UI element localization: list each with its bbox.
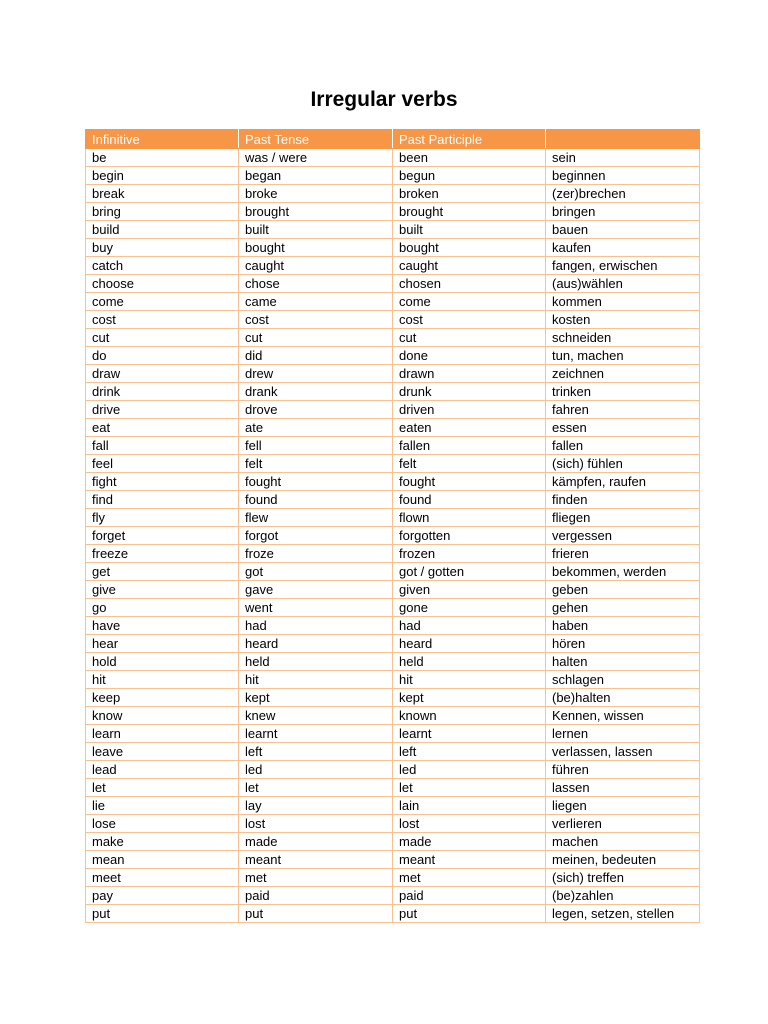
cell-infinitive: fall	[86, 437, 239, 455]
cell-infinitive: hit	[86, 671, 239, 689]
cell-past-participle: lain	[393, 797, 546, 815]
cell-past-tense: lay	[239, 797, 393, 815]
irregular-verbs-table	[85, 129, 700, 923]
cell-past-tense: heard	[239, 635, 393, 653]
cell-past-participle: begun	[393, 167, 546, 185]
cell-past-participle: caught	[393, 257, 546, 275]
cell-past-participle: let	[393, 779, 546, 797]
cell-infinitive: eat	[86, 419, 239, 437]
cell-past-tense: fell	[239, 437, 393, 455]
cell-past-participle: felt	[393, 455, 546, 473]
cell-infinitive: feel	[86, 455, 239, 473]
cell-translation: (sich) fühlen	[546, 455, 700, 473]
cell-infinitive: get	[86, 563, 239, 581]
cell-translation: liegen	[546, 797, 700, 815]
cell-past-tense: broke	[239, 185, 393, 203]
cell-past-participle: cost	[393, 311, 546, 329]
cell-past-participle: fought	[393, 473, 546, 491]
cell-past-tense: met	[239, 869, 393, 887]
table-row	[86, 797, 700, 815]
page-title: Irregular verbs	[310, 88, 458, 111]
cell-infinitive: freeze	[86, 545, 239, 563]
cell-past-participle: meant	[393, 851, 546, 869]
cell-past-tense: bought	[239, 239, 393, 257]
header-infinitive: Infinitive	[86, 130, 239, 149]
cell-past-participle: chosen	[393, 275, 546, 293]
cell-past-tense: left	[239, 743, 393, 761]
cell-past-tense: drove	[239, 401, 393, 419]
cell-infinitive: bring	[86, 203, 239, 221]
cell-infinitive: have	[86, 617, 239, 635]
table-row	[86, 545, 700, 563]
table-row	[86, 437, 700, 455]
cell-translation: bringen	[546, 203, 700, 221]
table-row	[86, 509, 700, 527]
cell-translation: trinken	[546, 383, 700, 401]
cell-translation: schlagen	[546, 671, 700, 689]
cell-past-tense: ate	[239, 419, 393, 437]
table-row	[86, 761, 700, 779]
cell-past-participle: met	[393, 869, 546, 887]
table-row	[86, 257, 700, 275]
cell-infinitive: be	[86, 149, 239, 167]
table-row	[86, 905, 700, 923]
cell-past-participle: found	[393, 491, 546, 509]
cell-infinitive: build	[86, 221, 239, 239]
cell-translation: haben	[546, 617, 700, 635]
table-row	[86, 581, 700, 599]
cell-infinitive: let	[86, 779, 239, 797]
cell-translation: bekommen, werden	[546, 563, 700, 581]
cell-past-participle: held	[393, 653, 546, 671]
cell-infinitive: fight	[86, 473, 239, 491]
cell-translation: fallen	[546, 437, 700, 455]
table-row	[86, 725, 700, 743]
table-row	[86, 473, 700, 491]
table-row	[86, 239, 700, 257]
cell-infinitive: catch	[86, 257, 239, 275]
table-row	[86, 779, 700, 797]
header-translation	[546, 130, 700, 149]
cell-translation: (zer)brechen	[546, 185, 700, 203]
cell-past-participle: learnt	[393, 725, 546, 743]
table-header-row	[86, 130, 700, 149]
cell-past-tense: learnt	[239, 725, 393, 743]
cell-past-participle: lost	[393, 815, 546, 833]
cell-past-tense: cut	[239, 329, 393, 347]
cell-past-tense: flew	[239, 509, 393, 527]
cell-past-tense: chose	[239, 275, 393, 293]
cell-translation: fahren	[546, 401, 700, 419]
cell-past-participle: heard	[393, 635, 546, 653]
cell-past-tense: let	[239, 779, 393, 797]
table-row	[86, 815, 700, 833]
cell-past-participle: made	[393, 833, 546, 851]
cell-past-participle: drunk	[393, 383, 546, 401]
table-row	[86, 689, 700, 707]
table-row	[86, 833, 700, 851]
cell-translation: machen	[546, 833, 700, 851]
cell-past-tense: felt	[239, 455, 393, 473]
cell-past-tense: caught	[239, 257, 393, 275]
cell-past-participle: been	[393, 149, 546, 167]
cell-infinitive: forget	[86, 527, 239, 545]
cell-past-tense: got	[239, 563, 393, 581]
table-row	[86, 365, 700, 383]
table-body	[86, 149, 700, 923]
table-row	[86, 167, 700, 185]
cell-translation: legen, setzen, stellen	[546, 905, 700, 923]
cell-infinitive: drink	[86, 383, 239, 401]
cell-past-tense: knew	[239, 707, 393, 725]
cell-past-participle: driven	[393, 401, 546, 419]
cell-translation: frieren	[546, 545, 700, 563]
cell-past-tense: led	[239, 761, 393, 779]
cell-past-tense: was / were	[239, 149, 393, 167]
cell-infinitive: do	[86, 347, 239, 365]
cell-past-participle: come	[393, 293, 546, 311]
table-row	[86, 653, 700, 671]
table-row	[86, 617, 700, 635]
cell-past-participle: left	[393, 743, 546, 761]
table-row	[86, 707, 700, 725]
cell-infinitive: meet	[86, 869, 239, 887]
table-row	[86, 383, 700, 401]
cell-past-tense: put	[239, 905, 393, 923]
cell-past-participle: got / gotten	[393, 563, 546, 581]
cell-translation: fliegen	[546, 509, 700, 527]
cell-past-participle: done	[393, 347, 546, 365]
table-row	[86, 635, 700, 653]
table-row	[86, 671, 700, 689]
cell-past-tense: froze	[239, 545, 393, 563]
cell-infinitive: lie	[86, 797, 239, 815]
table-row	[86, 347, 700, 365]
cell-past-tense: came	[239, 293, 393, 311]
cell-past-participle: fallen	[393, 437, 546, 455]
cell-infinitive: break	[86, 185, 239, 203]
cell-past-tense: had	[239, 617, 393, 635]
cell-past-tense: cost	[239, 311, 393, 329]
cell-translation: kosten	[546, 311, 700, 329]
table-row	[86, 851, 700, 869]
table-row	[86, 491, 700, 509]
cell-past-participle: given	[393, 581, 546, 599]
cell-past-participle: drawn	[393, 365, 546, 383]
cell-infinitive: lose	[86, 815, 239, 833]
cell-translation: schneiden	[546, 329, 700, 347]
table-row	[86, 185, 700, 203]
cell-past-tense: held	[239, 653, 393, 671]
cell-infinitive: find	[86, 491, 239, 509]
cell-infinitive: learn	[86, 725, 239, 743]
cell-past-participle: paid	[393, 887, 546, 905]
cell-past-tense: kept	[239, 689, 393, 707]
cell-past-participle: hit	[393, 671, 546, 689]
cell-translation: zeichnen	[546, 365, 700, 383]
cell-translation: lernen	[546, 725, 700, 743]
cell-infinitive: choose	[86, 275, 239, 293]
cell-past-tense: began	[239, 167, 393, 185]
cell-infinitive: know	[86, 707, 239, 725]
cell-past-tense: did	[239, 347, 393, 365]
cell-past-participle: flown	[393, 509, 546, 527]
cell-past-tense: fought	[239, 473, 393, 491]
cell-translation: lassen	[546, 779, 700, 797]
cell-past-tense: went	[239, 599, 393, 617]
cell-translation: halten	[546, 653, 700, 671]
table-row	[86, 599, 700, 617]
cell-past-participle: broken	[393, 185, 546, 203]
table-row	[86, 149, 700, 167]
table-row	[86, 203, 700, 221]
cell-past-tense: gave	[239, 581, 393, 599]
cell-past-tense: paid	[239, 887, 393, 905]
cell-past-tense: brought	[239, 203, 393, 221]
cell-past-participle: forgotten	[393, 527, 546, 545]
cell-past-tense: drank	[239, 383, 393, 401]
cell-infinitive: pay	[86, 887, 239, 905]
cell-translation: (sich) treffen	[546, 869, 700, 887]
cell-infinitive: cost	[86, 311, 239, 329]
table-row	[86, 869, 700, 887]
table-row	[86, 419, 700, 437]
cell-past-participle: bought	[393, 239, 546, 257]
cell-past-participle: cut	[393, 329, 546, 347]
cell-translation: finden	[546, 491, 700, 509]
cell-past-participle: put	[393, 905, 546, 923]
cell-infinitive: lead	[86, 761, 239, 779]
cell-past-tense: made	[239, 833, 393, 851]
cell-translation: beginnen	[546, 167, 700, 185]
cell-past-tense: drew	[239, 365, 393, 383]
cell-translation: kämpfen, raufen	[546, 473, 700, 491]
cell-past-tense: found	[239, 491, 393, 509]
cell-translation: verlassen, lassen	[546, 743, 700, 761]
cell-past-participle: had	[393, 617, 546, 635]
cell-infinitive: begin	[86, 167, 239, 185]
cell-translation: fangen, erwischen	[546, 257, 700, 275]
table-row	[86, 527, 700, 545]
cell-translation: geben	[546, 581, 700, 599]
cell-translation: kommen	[546, 293, 700, 311]
cell-translation: tun, machen	[546, 347, 700, 365]
table-row	[86, 743, 700, 761]
cell-past-participle: built	[393, 221, 546, 239]
cell-infinitive: mean	[86, 851, 239, 869]
cell-past-tense: meant	[239, 851, 393, 869]
cell-translation: sein	[546, 149, 700, 167]
cell-past-participle: led	[393, 761, 546, 779]
table-row	[86, 293, 700, 311]
cell-translation: essen	[546, 419, 700, 437]
header-past-tense: Past Tense	[239, 130, 393, 149]
cell-translation: bauen	[546, 221, 700, 239]
table-row	[86, 563, 700, 581]
cell-infinitive: draw	[86, 365, 239, 383]
table-row	[86, 311, 700, 329]
cell-past-tense: forgot	[239, 527, 393, 545]
cell-translation: (be)zahlen	[546, 887, 700, 905]
cell-past-participle: eaten	[393, 419, 546, 437]
cell-infinitive: come	[86, 293, 239, 311]
cell-past-participle: known	[393, 707, 546, 725]
cell-past-tense: hit	[239, 671, 393, 689]
cell-translation: verlieren	[546, 815, 700, 833]
cell-infinitive: keep	[86, 689, 239, 707]
cell-infinitive: cut	[86, 329, 239, 347]
cell-infinitive: go	[86, 599, 239, 617]
table-row	[86, 455, 700, 473]
cell-translation: (aus)wählen	[546, 275, 700, 293]
table-row	[86, 887, 700, 905]
cell-past-participle: brought	[393, 203, 546, 221]
table-row	[86, 221, 700, 239]
cell-infinitive: hold	[86, 653, 239, 671]
cell-infinitive: make	[86, 833, 239, 851]
cell-translation: hören	[546, 635, 700, 653]
cell-infinitive: give	[86, 581, 239, 599]
cell-translation: vergessen	[546, 527, 700, 545]
cell-infinitive: put	[86, 905, 239, 923]
cell-past-tense: built	[239, 221, 393, 239]
cell-translation: meinen, bedeuten	[546, 851, 700, 869]
cell-translation: kaufen	[546, 239, 700, 257]
cell-translation: führen	[546, 761, 700, 779]
header-past-participle: Past Participle	[393, 130, 546, 149]
cell-translation: gehen	[546, 599, 700, 617]
table-row	[86, 401, 700, 419]
cell-infinitive: buy	[86, 239, 239, 257]
cell-past-participle: frozen	[393, 545, 546, 563]
cell-translation: (be)halten	[546, 689, 700, 707]
cell-past-participle: gone	[393, 599, 546, 617]
cell-infinitive: leave	[86, 743, 239, 761]
cell-translation: Kennen, wissen	[546, 707, 700, 725]
cell-infinitive: hear	[86, 635, 239, 653]
table-row	[86, 329, 700, 347]
table-row	[86, 275, 700, 293]
cell-past-tense: lost	[239, 815, 393, 833]
cell-past-participle: kept	[393, 689, 546, 707]
cell-infinitive: drive	[86, 401, 239, 419]
cell-infinitive: fly	[86, 509, 239, 527]
